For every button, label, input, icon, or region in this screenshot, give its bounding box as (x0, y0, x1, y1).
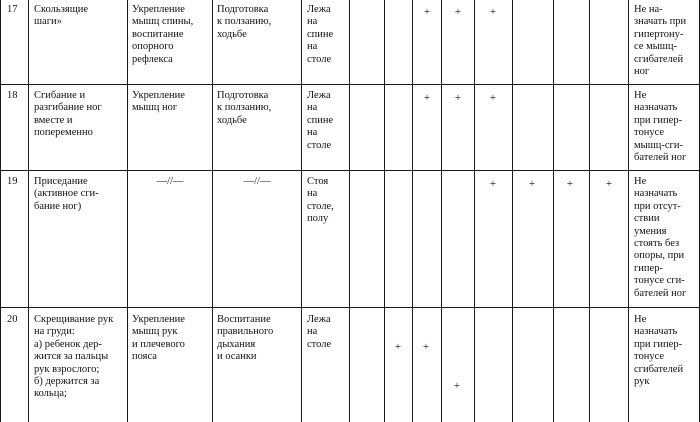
row-number: 19 (7, 176, 18, 187)
age-mark: + (489, 6, 497, 18)
exercise-goal: Подготовка к ползанию, ходьбе (217, 90, 272, 126)
row-rule (0, 170, 700, 171)
exercise-goal: Воспитание правильного дыхания и осанки (217, 314, 274, 363)
column-rule (0, 0, 1, 422)
age-mark: + (454, 92, 462, 104)
age-mark: + (453, 380, 461, 392)
exercise-goal: —//— (243, 176, 271, 187)
exercise-purpose: —//— (156, 176, 184, 187)
age-mark: + (423, 92, 431, 104)
exercise-name: Скользящие шаги» (34, 4, 89, 28)
age-mark: + (605, 178, 613, 190)
row-number: 18 (7, 90, 18, 101)
exercise-name: Сгибание и разгибание ног вместе и попеременно (34, 90, 102, 139)
starting-position: Лежа на спине на столе (307, 4, 334, 65)
age-mark: + (422, 341, 430, 353)
column-rule (301, 0, 302, 422)
column-rule (628, 0, 629, 422)
age-mark: + (489, 92, 497, 104)
exercise-purpose: Укрепление мышц ног (132, 90, 185, 114)
exercise-purpose: Укрепление мышц рук и плечевого пояса (132, 314, 185, 363)
age-mark: + (454, 6, 462, 18)
starting-position: Стоя на столе, полу (307, 176, 334, 225)
starting-position: Лежа на спине на столе (307, 90, 334, 151)
column-rule (474, 0, 475, 422)
contraindication-note: Не назначать при гипер- тонусе сгибателей рук (634, 314, 684, 388)
starting-position: Лежа на столе (307, 314, 332, 350)
age-mark: + (528, 178, 536, 190)
column-rule (512, 0, 513, 422)
exercise-purpose: Укрепление мышц спины, воспитание опорного рефлекса (132, 4, 194, 65)
age-mark: + (566, 178, 574, 190)
column-rule (412, 0, 413, 422)
age-mark: + (489, 178, 497, 190)
exercise-goal: Подготовка к ползанию, ходьбе (217, 4, 272, 40)
column-rule (212, 0, 213, 422)
column-rule (553, 0, 554, 422)
row-number: 17 (7, 4, 18, 15)
contraindication-note: Не на- значать при гипертону- се мышц- сгибателей ног (634, 4, 687, 78)
column-rule (127, 0, 128, 422)
row-rule (0, 84, 700, 85)
column-rule (384, 0, 385, 422)
row-rule (0, 307, 700, 308)
column-rule (589, 0, 590, 422)
row-number: 20 (7, 314, 18, 325)
contraindication-note: Не назначать при отсут- ствии умения стоять без опоры, при гипер- тонусе сги- бателей ног (634, 176, 687, 299)
age-mark: + (423, 6, 431, 18)
exercise-name: Скрещивание рук на груди: а) ребенок дер- жится за пальцы рук взрослого; б) держится за кольца; (34, 314, 114, 400)
contraindication-note: Не назначать при гипер- тонусе мышц-сги- бателей ног (634, 90, 687, 164)
column-rule (28, 0, 29, 422)
exercise-name: Приседание (активное сги- бание ног) (34, 176, 99, 212)
column-rule (349, 0, 350, 422)
column-rule (441, 0, 442, 422)
age-mark: + (394, 341, 402, 353)
